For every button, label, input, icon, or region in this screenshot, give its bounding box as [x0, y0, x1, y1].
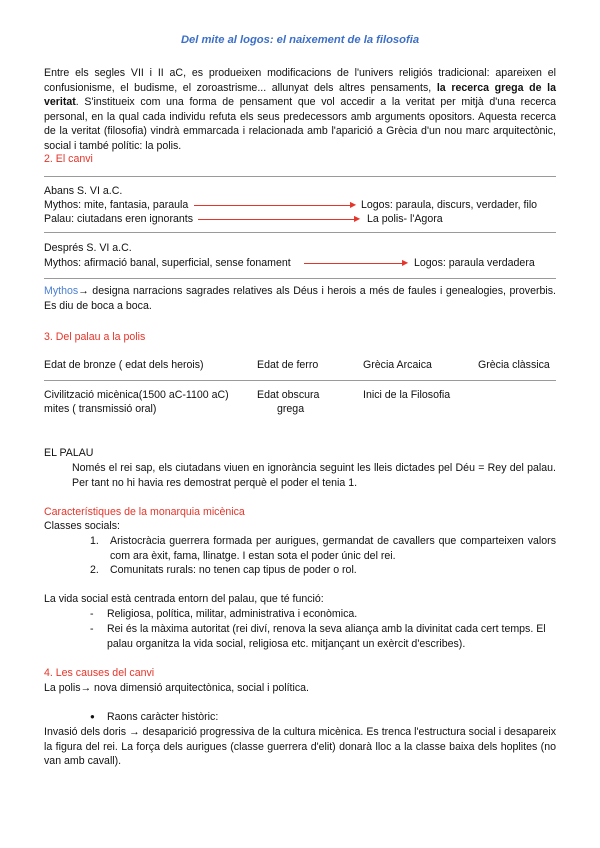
intro-text-after: . S'institueix com una forma de pensament que vol accedir a la veritat per mitjà d'una recerca personal, en la qual cada individu refuta els seus predecessors amb arguments opositors. Aquesta recerca de la veritat (filosofia) vindrà emmarcada i relacionada amb l'aparició a Grècia d'un nou marc arquitectònic, social i també polític: la polis. [44, 96, 556, 152]
after-row-1-left: Mythos: afirmació banal, superficial, sense fonament [44, 257, 291, 269]
table-header-cell: Grècia Arcaica [363, 359, 432, 371]
table-cell: Civilització micènica(1500 aC-1100 aC) [44, 389, 229, 401]
palau-heading: EL PALAU [44, 447, 94, 459]
divider [44, 232, 556, 233]
polis-line: La polis→ nova dimensió arquitectònica, social i política. [44, 682, 309, 694]
mythos-term: Mythos [44, 285, 79, 297]
table-header-cell: Grècia clàssica [478, 359, 550, 371]
list-item: Comunitats rurals: no tenen cap tipus de poder o rol. [110, 564, 357, 576]
table-divider [44, 380, 556, 381]
table-header-cell: Edat de ferro [257, 359, 319, 371]
bullet-icon: ● [90, 712, 95, 721]
arrow-head-icon: ▶ [402, 258, 409, 267]
table-cell: grega [277, 403, 305, 415]
list-item: Aristocràcia guerrera formada per aurigues, germandat de cavallers que comparteixen valors com ara èxit, fama, llinatge. I estan sota el poder únic del rei. [110, 535, 556, 562]
divider [44, 278, 556, 279]
before-row-2-right: La polis- l'Agora [367, 213, 443, 225]
table-cell: mites ( transmissió oral) [44, 403, 157, 415]
list-number: 2. [90, 564, 99, 576]
section-3-heading: 3. Del palau a la polis [44, 331, 146, 343]
mythos-definition [44, 284, 556, 313]
section-4-heading: 4. Les causes del canvi [44, 667, 155, 679]
arrow-head-icon: ▶ [350, 200, 357, 209]
monarquia-heading: Característiques de la monarquia micènica [44, 506, 245, 518]
intro-text: Entre els segles VII i II aC, es produeixen modificacions de l'univers religiós tradicional: apareixen el confusionisme, el budisme, el zoroastrisme... allunyat dels altres pensaments, [44, 67, 556, 94]
function-item: Rei és la màxima autoritat (rei diví, renova la seva aliança amb la divinitat cada cert temps. El palau organitza la vida social, religiosa etc. mitjançant un exèrcit d'escribes). [107, 623, 546, 650]
dash-bullet: - [90, 608, 94, 620]
before-row-1-right: Logos: paraula, discurs, verdader, filo [361, 199, 538, 211]
list-number: 1. [90, 535, 99, 547]
arrow-line [304, 263, 404, 264]
table-cell: Inici de la Filosofia [363, 389, 451, 401]
document-title: Del mite al logos: el naixement de la filosofia [180, 34, 420, 46]
after-label: Després S. VI a.C. [44, 242, 132, 254]
function-item: Religiosa, política, militar, administrativa i econòmica. [107, 608, 358, 620]
after-row-1-right: Logos: paraula verdadera [414, 257, 535, 269]
before-row-2-left: Palau: ciutadans eren ignorants [44, 213, 194, 225]
bullet-text: Raons caràcter històric: [107, 711, 219, 723]
intro-paragraph [44, 66, 556, 153]
dash-bullet: - [90, 623, 94, 635]
section-2-heading: 2. El canvi [44, 153, 93, 165]
palau-text: Només el rei sap, els ciutadans viuen en ignorància seguint les lleis dictades pel Déu = Rey del palau. Per tant no hi havia res demostrat perquè el poder el tenia 1. [72, 462, 556, 489]
table-cell: Edat obscura [257, 389, 320, 401]
table-header-cell: Edat de bronze ( edat dels herois) [44, 359, 204, 371]
before-label: Abans S. VI a.C. [44, 185, 123, 197]
arrow-head-icon: ▶ [354, 214, 361, 223]
divider [44, 176, 556, 177]
mythos-text: → designa narracions sagrades relatives als Déus i herois a més de faules i genealogies, proverbis. Es diu de boca a boca. [44, 285, 556, 312]
intro-bold: la recerca grega de la veritat [44, 81, 556, 108]
before-row-1-left: Mythos: mite, fantasia, paraula [44, 199, 189, 211]
causes-paragraph: Invasió dels doris → desaparició progressiva de la cultura micènica. Es trenca l'estructura social i desapareix la figura del rei. La força dels aurigues (classe guerrera d'elit) donarà lloc a la classe baixa dels hoplites (no van amb cavall). [44, 726, 556, 767]
arrow-line [194, 205, 352, 206]
social-life-text: La vida social està centrada entorn del palau, que té funció: [44, 593, 324, 605]
arrow-line [198, 219, 356, 220]
classes-label: Classes socials: [44, 520, 120, 532]
